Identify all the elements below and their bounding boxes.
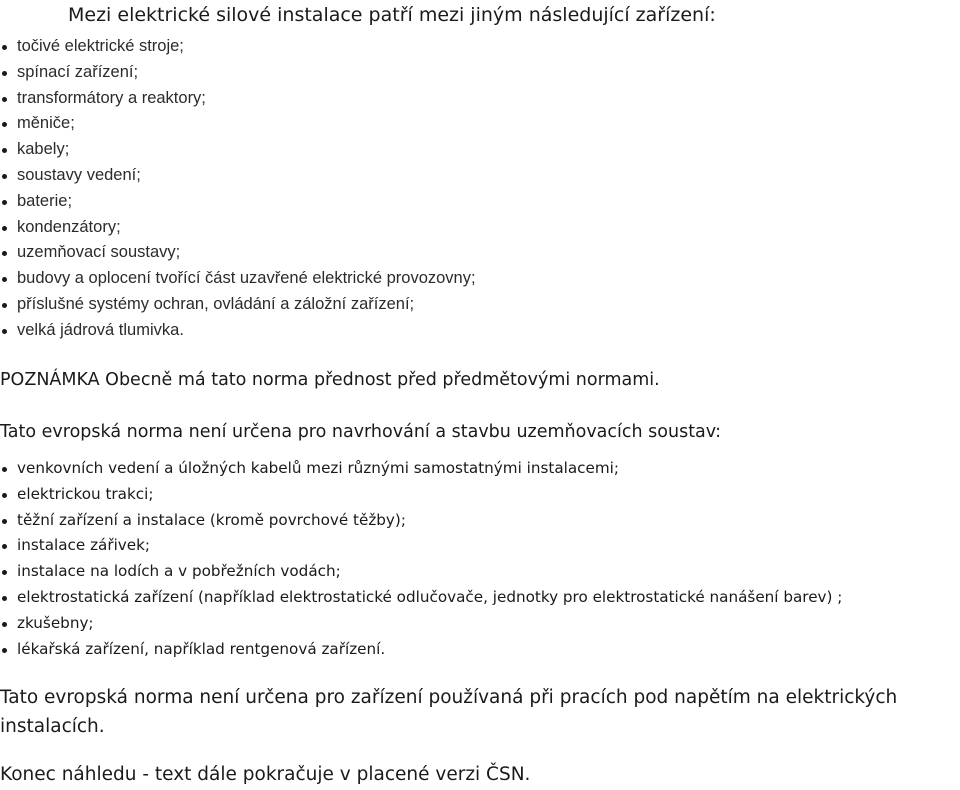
list-item: kabely; bbox=[0, 137, 476, 163]
list-item: točivé elektrické stroje; bbox=[0, 34, 476, 60]
list-item: venkovních vedení a úložných kabelů mezi různými samostatnými instalacemi; bbox=[0, 456, 842, 482]
list-item: baterie; bbox=[0, 189, 476, 215]
list-item: soustavy vedení; bbox=[0, 163, 476, 189]
list-item: zkušebny; bbox=[0, 611, 842, 637]
list-item: budovy a oplocení tvořící část uzavřené elektrické provozovny; bbox=[0, 266, 476, 292]
list-item: kondenzátory; bbox=[0, 215, 476, 241]
live-work-paragraph: Tato evropská norma není určena pro zařízení používaná při pracích pod napětím na elektrických instalacích. bbox=[0, 687, 898, 737]
preview-end-notice: Konec náhledu - text dále pokračuje v placené verzi ČSN. bbox=[0, 764, 531, 785]
list-item: uzemňovací soustavy; bbox=[0, 240, 476, 266]
equipment-list bbox=[0, 34, 476, 344]
list-item: měniče; bbox=[0, 111, 476, 137]
list-item: těžní zařízení a instalace (kromě povrchové těžby); bbox=[0, 508, 842, 534]
list-item: velká jádrová tlumivka. bbox=[0, 318, 476, 344]
list-item: elektrostatická zařízení (například elektrostatické odlučovače, jednotky pro elektrostatické nanášení barev) ; bbox=[0, 585, 842, 611]
list-item: transformátory a reaktory; bbox=[0, 86, 476, 112]
not-intended-intro: Tato evropská norma není určena pro navrhování a stavbu uzemňovacích soustav: bbox=[0, 422, 722, 442]
intro-paragraph: Mezi elektrické silové instalace patří mezi jiným následující zařízení: bbox=[68, 4, 716, 26]
list-item: instalace zářivek; bbox=[0, 533, 842, 559]
list-item: instalace na lodích a v pobřežních vodách; bbox=[0, 559, 842, 585]
list-item: příslušné systémy ochran, ovládání a záložní zařízení; bbox=[0, 292, 476, 318]
list-item: lékařská zařízení, například rentgenová zařízení. bbox=[0, 637, 842, 663]
list-item: spínací zařízení; bbox=[0, 60, 476, 86]
not-intended-list bbox=[0, 456, 842, 662]
list-item: elektrickou trakci; bbox=[0, 482, 842, 508]
note-paragraph: POZNÁMKA Obecně má tato norma přednost před předmětovými normami. bbox=[0, 370, 660, 390]
